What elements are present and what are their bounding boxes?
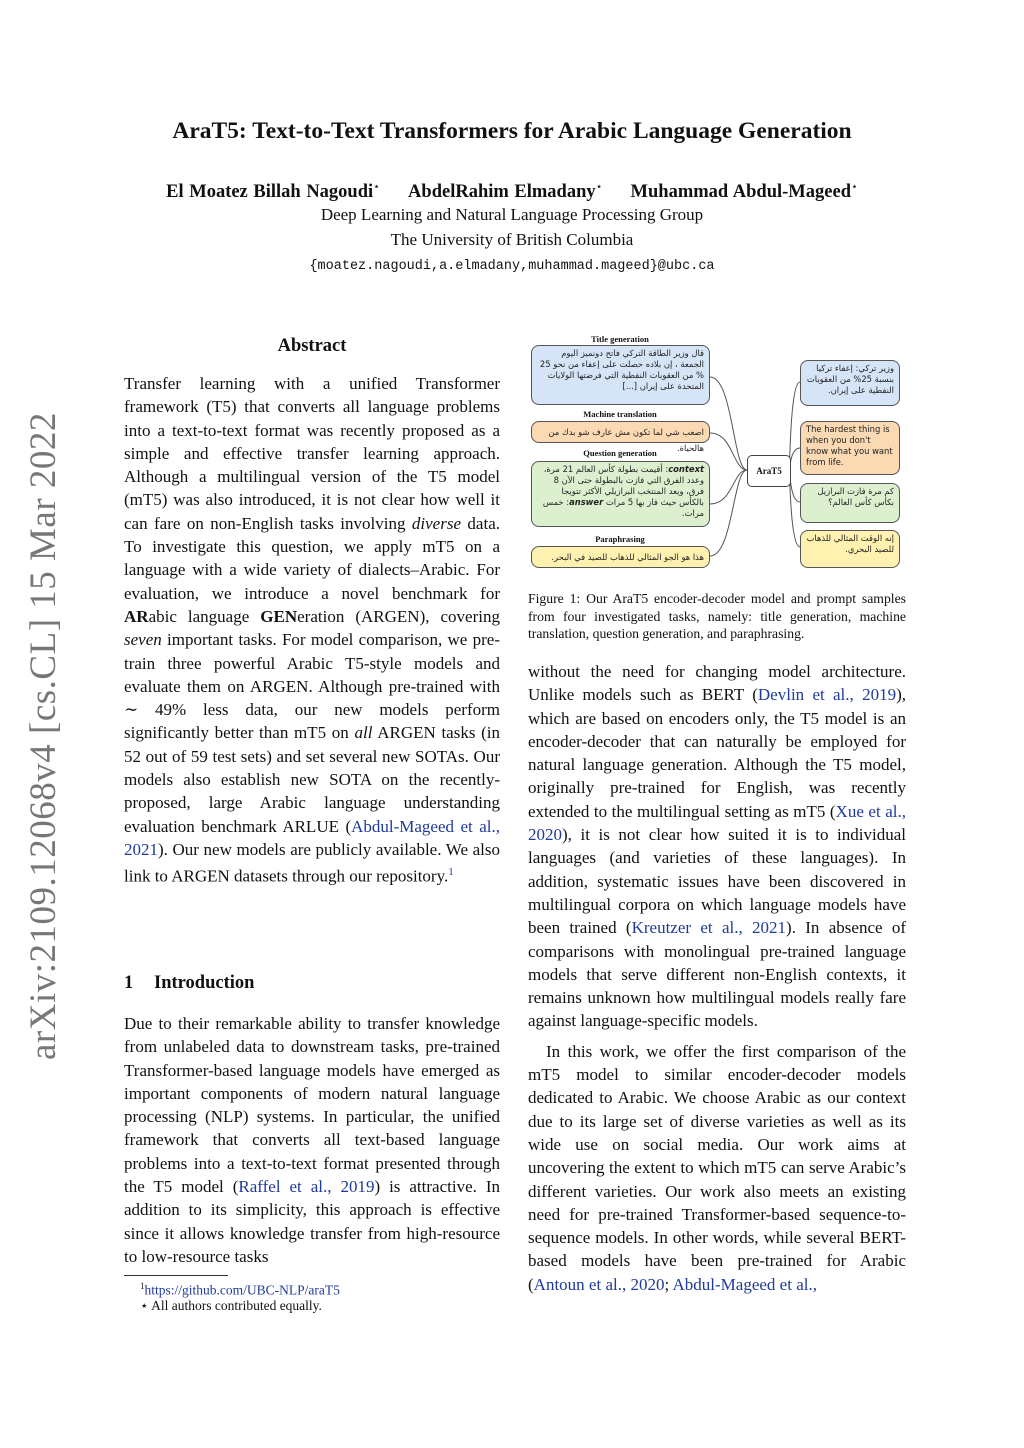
author-name: AbdelRahim Elmadany [408,182,596,203]
task-label-title: Title generation [591,334,649,344]
citation-link[interactable]: Devlin et al., 2019 [757,685,897,705]
paper-title: AraT5: Text-to-Text Transformers for Arabic Language Generation [172,118,852,144]
intro-left-column: Due to their remarkable ability to transfer knowledge from unlabeled data to downstream tasks, pre-trained Transformer-based language models have emerged as important components of modern natural language processing (NLP) systems. In particular, the unified framework that converts all text-based language problems into a text-to-text format presented through the T5 model (Raffel et al., 2019) is attractive. In addition to its simplicity, this approach is effective since it allows knowledge transfer from high-resource to low-resource tasks [124,1014,500,1266]
arat5-model-node: AraT5 [747,455,791,487]
citation-link[interactable]: Xue et al., 2020 [528,801,906,845]
intro-right-column: without the need for changing model architecture. Unlike models such as BERT (Devlin et al., 2019), which are based on encoders only, the T5 model is an encoder-decoder that can naturally be employed for natural language generation. Although the T5 model, originally pre-trained for English, was recently extended to the multilingual setting as mT5 (Xue et al., 2020), it is not clear how suited it is to individual languages (and varieties of these languages). In addition, systematic issues have been discovered in multilingual corpora on which language models have been trained (Kreutzer et al., 2021). In absence of comparisons with monolingual pre-trained language models that serve different non-English contexts, it remains unknown how multilingual models really fare against language-specific models. In this work, we offer the first comparison of the mT5 model to similar encoder-decoder models dedicated to Arabic. We choose Arabic as our context due to its large set of diverse varieties as well as its wide use on social media. Our work aims at uncovering the extent to which mT5 can serve Arabic’s different varieties. Our work also meets an existing need for pre-trained Transformer-based sequence-to-sequence models. In other words, while several BERT-based models have been pre-trained for Arabic (Antoun et al., 2020; Abdul-Mageed et al., [528,662,907,1294]
task-label-qg: Question generation [583,448,657,458]
abstract-body: Transfer learning with a unified Transformer framework (T5) that converts all language problems into a text-to-text format was recently proposed as a simple and effective transfer learning approach. Although a multilingual version of the T5 model (mT5) was also introduced, it is not clear how well it can fare on non-English tasks involving diverse data. To investigate this question, we apply mT5 on a language with a wide variety of dialects–Arabic. For evaluation, we introduce a novel benchmark for ARabic language GENeration (ARGEN), covering seven important tasks. For model comparison, we pre-train three powerful Arabic T5-style models and evaluate them on ARGEN. Although pre-trained with ∼ 49% less data, our new models perform significantly better than mT5 on all ARGEN tasks (in 52 out of 59 test sets) and set several new SOTAs. Our models also establish new SOTA on the recently-proposed, large Arabic language understanding evaluation benchmark ARLUE (Abdul-Mageed et al., 2021). Our new models are publicly available. We also link to ARGEN datasets through our repository.$^1$ [124,374,501,886]
citation-link[interactable]: Antoun et al., 2020 [533,1274,665,1294]
task-label-mt: Machine translation [583,409,657,419]
footnote-1: $^1$https://github.com/UBC-NLP/araT5 [140,1281,340,1298]
repository-link[interactable]: https://github.com/UBC-NLP/araT5 [144,1282,340,1298]
affiliation-university: The University of British Columbia [390,230,634,249]
input-paraphrasing: هذا هو الجو المثالي للذهاب للصيد في البحر. [531,546,710,568]
figure-1 [528,332,906,582]
input-title-generation: قال وزير الطاقة التركي فاتح دونميز اليوم الجمعة ، إن بلاده حصلت على إعفاء من نحو 25 % من العقوبات النفطية التي فرضتها الولايات المتحدة على إيران [...] [531,345,710,405]
footnote-2: ⋆ All authors contributed equally. [140,1298,322,1313]
author-name: Muhammad Abdul-Mageed [630,182,851,203]
output-question-generation: كم مرة فازت البرازيل بكأس كأس العالم؟ [800,483,900,523]
citation-link[interactable]: Abdul-Mageed et al., 2021 [124,816,500,859]
citation-link[interactable]: Kreutzer et al., 2021 [631,918,787,938]
footnote-rule [124,1275,228,1276]
input-machine-translation: اصعب شي لما تكون مش عارف شو بدك من هالحياة. [531,421,710,443]
figure-caption: Figure 1: Our AraT5 encoder-decoder model and prompt samples from four investigated tasks, namely: title generation, machine translation, question generation, and paraphrasing. [528,591,906,641]
citation-link[interactable]: Abdul-Mageed et al., [672,1274,817,1294]
citation-link[interactable]: Raffel et al., 2019 [238,1177,375,1197]
output-paraphrasing: إنه الوقت المثالي للذهاب للصيد البحري. [800,530,900,568]
task-label-paraphrasing: Paraphrasing [595,534,645,544]
output-title-generation: وزير تركي: إعفاء تركيا بنسبة 25% من العقوبات النفطية على إيران. [800,360,900,406]
author-list: El Moatez Billah Nagoudi⋆ AbdelRahim Elmadany⋆ Muhammad Abdul-Mageed⋆ [166,181,858,203]
author-name: El Moatez Billah Nagoudi [166,182,374,203]
abstract-heading: Abstract [277,336,347,356]
arxiv-identifier: arXiv:2109.12068v4 [cs.CL] 15 Mar 2022 [23,412,64,1060]
affiliation-group: Deep Learning and Natural Language Processing Group [320,205,704,224]
section-heading: 1 Introduction [124,973,255,993]
footnote-ref[interactable]: 1 [448,866,454,879]
output-machine-translation: The hardest thing is when you don't know what you want from life. [800,421,900,475]
author-emails: {moatez.nagoudi,a.elmadany,muhammad.mageed}@ubc.ca [309,259,715,274]
input-question-generation: context: أقيمت بطولة كأس العالم 21 مرة، وعدد الفرق التي فازت بالبطولة حتى الآن 8 فرق، ويعد المنتخب البرازيلي الأكثر تتويجا بالكأس حيث فاز بها 5 مرات answer: خمس مرات. [531,461,710,527]
